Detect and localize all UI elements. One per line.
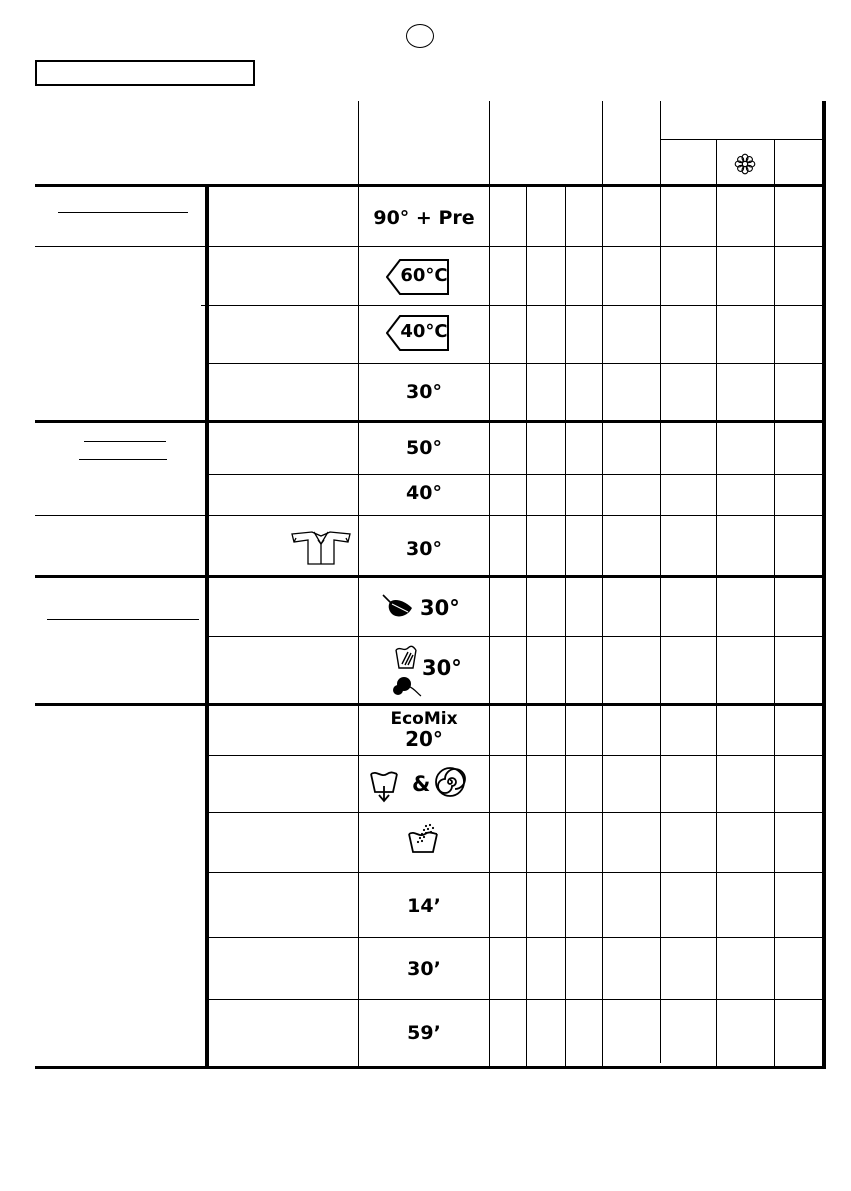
program-30-shirt [360,538,488,560]
row-line-r5 [208,474,823,475]
flower-icon [733,152,757,176]
row-line-group-4 [35,575,826,578]
program-50 [360,437,488,459]
row-line-group-2 [35,420,826,423]
tag-60-icon [386,258,446,294]
group-3-underline-a [84,441,166,442]
tag-40-label: 40°C [400,321,448,342]
program-30 [360,381,488,403]
row-line-group-1 [35,246,823,247]
group-5-underline [47,619,199,620]
program-label: 59’ [407,1022,441,1044]
row-line-r12 [208,872,823,873]
group-1-underline [58,212,188,213]
program-59-min [360,1022,488,1044]
feather-icon [380,592,416,622]
row-line-r2 [208,305,823,306]
program-40 [360,482,488,504]
row-line-r8 [208,636,823,637]
row-line-r14 [208,999,823,1000]
col-line-f [774,139,775,1068]
program-label: 50° [406,437,442,459]
group-tick [201,305,207,306]
program-label: 30° [422,656,462,680]
program-90-pre [360,207,488,229]
col-line-e [716,139,717,1068]
row-line-group-5 [35,703,826,706]
program-30-handwash [422,656,462,680]
col-line-b [565,186,566,1068]
program-30-feather [420,596,460,620]
row-line-r13 [208,937,823,938]
handwash-wool-icon [390,642,422,698]
col-line-a [526,186,527,1068]
program-label: 30° [420,596,460,620]
row-line-r3 [208,363,823,364]
program-label: 30° [406,381,442,403]
ecomix-label: EcoMix [390,709,458,729]
row-line-r10 [208,755,823,756]
program-30-min [360,958,488,980]
program-14-min [360,895,488,917]
program-label: 30’ [407,958,441,980]
shirt-icon [290,530,352,566]
tag-60-label: 60°C [400,265,448,286]
drain-icon [368,768,400,804]
program-label: 30° [406,538,442,560]
group-3-underline-b [79,459,167,460]
tag-40-icon [386,314,446,350]
header-subline [660,139,826,140]
ecomix-temp: 20° [405,727,443,751]
rinse-shower-icon [406,822,440,856]
program-label: 40° [406,482,442,504]
program-label: 14’ [407,895,441,917]
row-line-group-3 [35,515,823,516]
circle-badge-icon [406,24,434,48]
spin-spiral-icon [434,764,466,800]
drain-spin-ampersand [412,772,430,796]
program-label: 90° + Pre [373,207,475,229]
ampersand-label: & [412,772,431,796]
section-title-box [35,60,255,86]
program-ecomix [360,709,488,749]
row-line-header [35,184,826,187]
row-line-bottom [35,1066,826,1069]
row-line-r11 [208,812,823,813]
col-line-group [205,186,209,1068]
